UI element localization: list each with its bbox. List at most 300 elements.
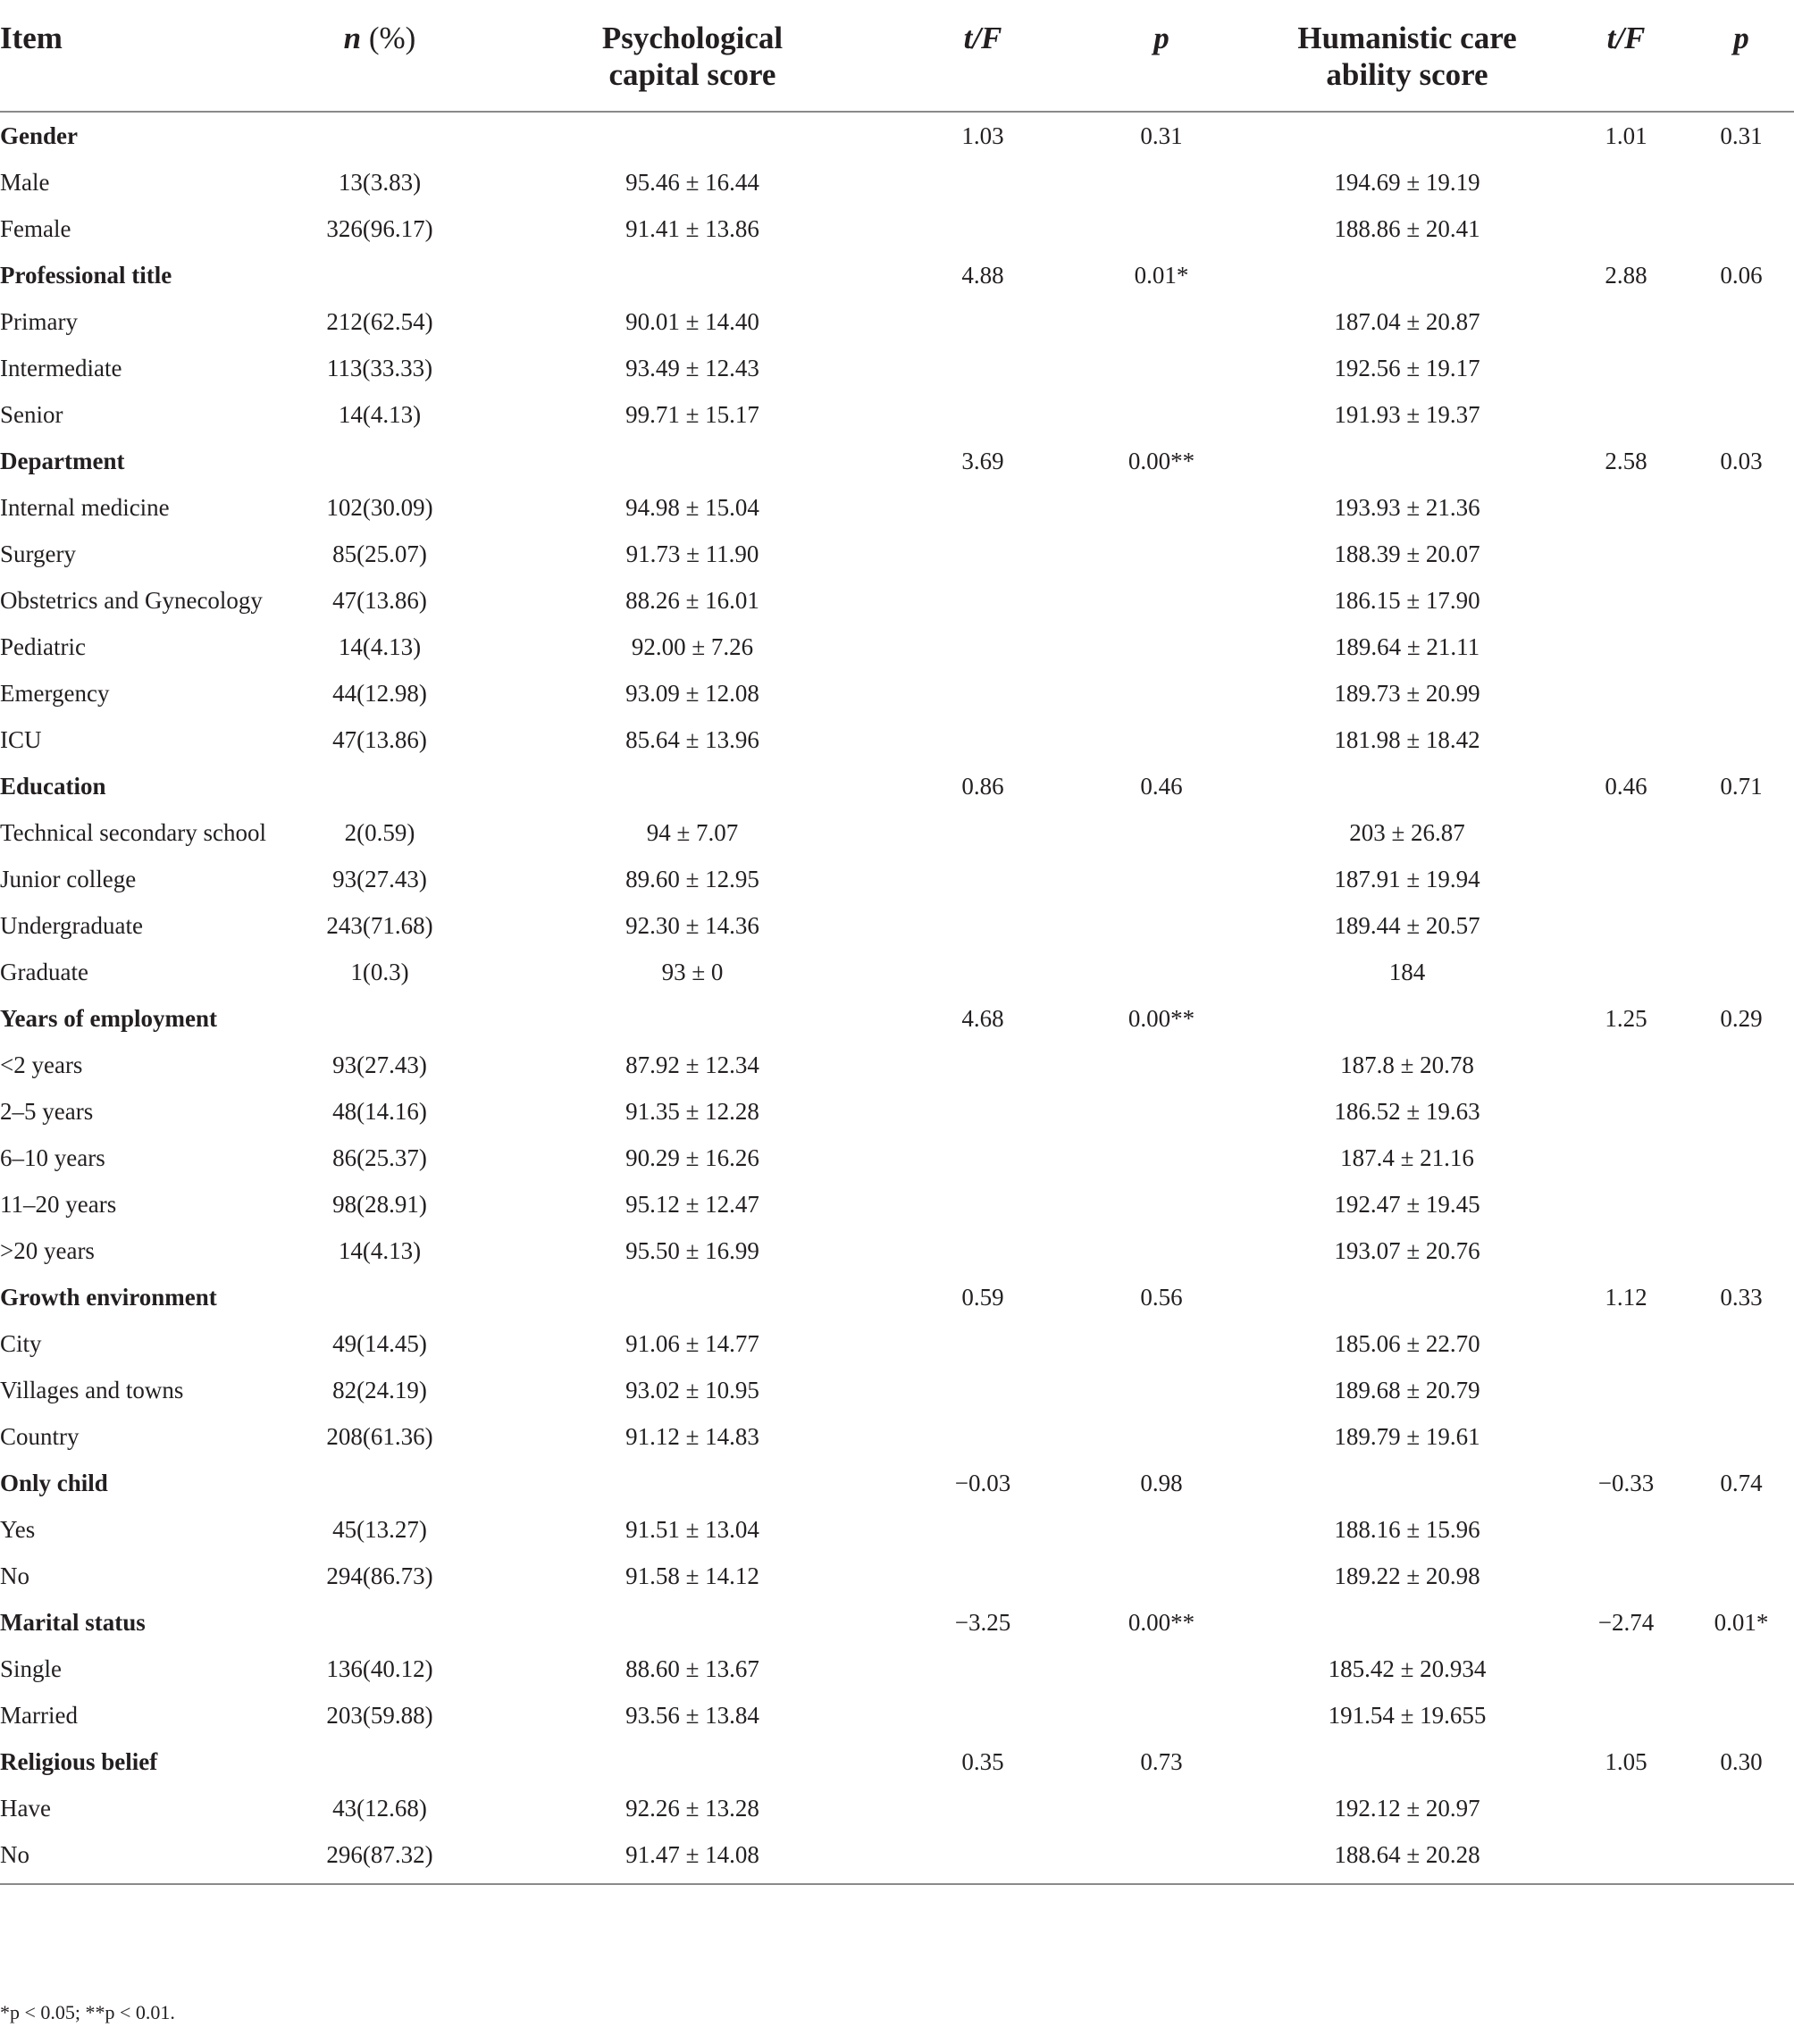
cell-n-percent <box>268 252 491 298</box>
cell-tf-1 <box>893 856 1072 902</box>
cell-n-percent: 49(14.45) <box>332 1330 427 1357</box>
cell-p-2 <box>1689 1320 1794 1367</box>
cell-tf-1 <box>893 1088 1072 1135</box>
cell-psychological-capital: 95.12 ± 12.47 <box>625 1191 759 1218</box>
cell-n-percent: 14(4.13) <box>338 1237 422 1264</box>
cell-n-percent: 296(87.32) <box>268 1831 491 1884</box>
cell-n-percent <box>268 763 491 809</box>
table-row <box>0 624 1794 670</box>
cell-n-percent: 14(4.13) <box>338 401 422 428</box>
cell-item: Only child <box>0 1470 108 1496</box>
cell-tf-1 <box>893 1553 1072 1599</box>
table-row <box>0 949 1794 995</box>
cell-p-1 <box>1072 716 1251 763</box>
cell-p-2 <box>1689 1831 1794 1884</box>
cell-item: Undergraduate <box>0 912 143 939</box>
cell-item: 11–20 years <box>0 1191 117 1218</box>
cell-p-1 <box>1072 624 1251 670</box>
cell-psychological-capital: 88.26 ± 16.01 <box>625 587 759 614</box>
cell-tf-2 <box>1563 670 1689 716</box>
cell-item: City <box>0 1330 42 1357</box>
cell-p-1 <box>1072 345 1251 391</box>
cell-tf-2: 2.58 <box>1605 448 1647 474</box>
cell-n-percent: 1(0.3) <box>350 959 409 985</box>
cell-tf-2 <box>1563 902 1689 949</box>
cell-psychological-capital: 94 ± 7.07 <box>646 819 739 846</box>
cell-psychological-capital: 99.71 ± 15.17 <box>625 401 759 428</box>
cell-n-percent <box>268 1460 491 1506</box>
cell-p-2 <box>1689 391 1794 438</box>
cell-p-2 <box>1689 670 1794 716</box>
cell-tf-1: 4.88 <box>961 262 1004 289</box>
cell-n-percent: 98(28.91) <box>332 1191 427 1218</box>
cell-item: Years of employment <box>0 1005 217 1032</box>
cell-p-1: 0.01* <box>1134 262 1189 289</box>
cell-tf-1: 0.59 <box>961 1284 1004 1311</box>
cell-psychological-capital: 91.73 ± 11.90 <box>625 540 759 567</box>
cell-humanistic-care: 191.54 ± 19.655 <box>1328 1702 1487 1729</box>
cell-n-percent: 82(24.19) <box>332 1377 427 1403</box>
cell-tf-2 <box>1563 531 1689 577</box>
cell-humanistic-care: 203 ± 26.87 <box>1349 819 1465 846</box>
table-row <box>0 809 1794 856</box>
cell-item: Pediatric <box>0 633 86 660</box>
cell-p-1: 0.98 <box>1140 1470 1183 1496</box>
cell-tf-1 <box>893 159 1072 205</box>
cell-n-percent: 85(25.07) <box>332 540 427 567</box>
cell-item: Internal medicine <box>0 494 170 521</box>
cell-tf-1 <box>893 1646 1072 1692</box>
cell-psychological-capital <box>491 1460 893 1506</box>
cell-item: No <box>0 1562 29 1589</box>
cell-tf-2: 1.05 <box>1605 1748 1647 1775</box>
cell-n-percent <box>268 1738 491 1785</box>
table-row <box>0 1413 1794 1460</box>
group-row <box>0 438 1794 484</box>
cell-p-2 <box>1689 949 1794 995</box>
cell-p-2 <box>1689 205 1794 252</box>
cell-n-percent: 48(14.16) <box>332 1098 427 1125</box>
cell-tf-2 <box>1563 1320 1689 1367</box>
header-humanistic-care: Humanistic care ability score <box>1251 0 1563 112</box>
header-n-percent: n (%) <box>268 0 491 112</box>
table-row <box>0 159 1794 205</box>
cell-p-1: 0.31 <box>1140 122 1183 149</box>
cell-item: Intermediate <box>0 355 122 381</box>
cell-tf-1 <box>893 1692 1072 1738</box>
cell-p-1 <box>1072 1646 1251 1692</box>
cell-p-2 <box>1689 1135 1794 1181</box>
cell-item: Have <box>0 1795 51 1822</box>
cell-tf-1 <box>893 1785 1072 1831</box>
cell-p-1 <box>1072 298 1251 345</box>
cell-humanistic-care <box>1251 1460 1563 1506</box>
cell-humanistic-care <box>1251 995 1563 1042</box>
table-row <box>0 1042 1794 1088</box>
cell-humanistic-care <box>1251 252 1563 298</box>
cell-humanistic-care: 192.47 ± 19.45 <box>1334 1191 1480 1218</box>
header-p-1: p <box>1072 0 1251 112</box>
cell-psychological-capital: 90.01 ± 14.40 <box>625 308 759 335</box>
cell-humanistic-care: 192.56 ± 19.17 <box>1334 355 1480 381</box>
table-row <box>0 1135 1794 1181</box>
cell-tf-1 <box>893 391 1072 438</box>
cell-psychological-capital: 91.51 ± 13.04 <box>625 1516 759 1543</box>
cell-n-percent <box>268 1599 491 1646</box>
cell-psychological-capital: 91.35 ± 12.28 <box>625 1098 759 1125</box>
table-row <box>0 1646 1794 1692</box>
table-row <box>0 1553 1794 1599</box>
cell-humanistic-care: 189.79 ± 19.61 <box>1334 1423 1480 1450</box>
cell-item: Single <box>0 1655 63 1682</box>
cell-n-percent: 86(25.37) <box>332 1144 427 1171</box>
cell-p-2 <box>1689 624 1794 670</box>
cell-p-1 <box>1072 856 1251 902</box>
cell-psychological-capital: 93.02 ± 10.95 <box>625 1377 759 1403</box>
cell-tf-2 <box>1563 1227 1689 1274</box>
cell-item: Technical secondary school <box>0 819 266 846</box>
cell-tf-2 <box>1563 1367 1689 1413</box>
cell-p-2: 0.06 <box>1720 262 1763 289</box>
cell-p-1 <box>1072 159 1251 205</box>
cell-humanistic-care: 193.93 ± 21.36 <box>1334 494 1480 521</box>
cell-item: Married <box>0 1702 78 1729</box>
cell-psychological-capital <box>491 1599 893 1646</box>
cell-humanistic-care <box>1251 438 1563 484</box>
cell-p-1 <box>1072 484 1251 531</box>
cell-item: Senior <box>0 401 63 428</box>
header-item: Item <box>0 0 268 112</box>
cell-tf-2 <box>1563 716 1689 763</box>
cell-n-percent: 93(27.43) <box>332 1051 427 1078</box>
cell-psychological-capital: 92.26 ± 13.28 <box>625 1795 759 1822</box>
cell-p-2: 0.74 <box>1720 1470 1763 1496</box>
cell-tf-2 <box>1563 484 1689 531</box>
table-row <box>0 484 1794 531</box>
cell-tf-1: 4.68 <box>961 1005 1004 1032</box>
cell-tf-2: 1.01 <box>1605 122 1647 149</box>
cell-p-1: 0.56 <box>1140 1284 1183 1311</box>
cell-p-2 <box>1689 902 1794 949</box>
cell-p-2 <box>1689 1646 1794 1692</box>
cell-p-2 <box>1689 1785 1794 1831</box>
cell-psychological-capital: 91.06 ± 14.77 <box>625 1330 759 1357</box>
cell-tf-1 <box>893 484 1072 531</box>
cell-p-2: 0.31 <box>1720 122 1763 149</box>
cell-psychological-capital: 85.64 ± 13.96 <box>625 726 759 753</box>
cell-psychological-capital: 87.92 ± 12.34 <box>625 1051 759 1078</box>
cell-psychological-capital <box>491 763 893 809</box>
cell-p-1 <box>1072 1367 1251 1413</box>
cell-p-2 <box>1689 1227 1794 1274</box>
cell-psychological-capital: 89.60 ± 12.95 <box>625 866 759 892</box>
cell-item: Country <box>0 1423 80 1450</box>
table-body <box>0 112 1794 1884</box>
cell-psychological-capital: 94.98 ± 15.04 <box>625 494 759 521</box>
group-row <box>0 112 1794 159</box>
cell-item: Villages and towns <box>0 1377 184 1403</box>
cell-tf-2 <box>1563 391 1689 438</box>
cell-n-percent: 113(33.33) <box>326 355 433 381</box>
cell-tf-1 <box>893 205 1072 252</box>
cell-tf-2 <box>1563 949 1689 995</box>
cell-humanistic-care: 189.44 ± 20.57 <box>1334 912 1480 939</box>
cell-psychological-capital: 92.00 ± 7.26 <box>631 633 754 660</box>
cell-tf-2 <box>1563 1042 1689 1088</box>
table-row <box>0 531 1794 577</box>
group-row <box>0 995 1794 1042</box>
cell-psychological-capital: 93.49 ± 12.43 <box>625 355 759 381</box>
cell-psychological-capital <box>491 1738 893 1785</box>
group-row <box>0 1274 1794 1320</box>
table-row <box>0 1367 1794 1413</box>
table-row <box>0 345 1794 391</box>
cell-p-2 <box>1689 531 1794 577</box>
cell-tf-1 <box>893 1181 1072 1227</box>
cell-p-1 <box>1072 391 1251 438</box>
table-row <box>0 577 1794 624</box>
table-row <box>0 856 1794 902</box>
cell-p-1 <box>1072 1042 1251 1088</box>
cell-n-percent: 208(61.36) <box>326 1423 433 1450</box>
group-row <box>0 1738 1794 1785</box>
cell-humanistic-care <box>1251 1599 1563 1646</box>
cell-n-percent: 45(13.27) <box>332 1516 427 1543</box>
cell-tf-1 <box>893 1367 1072 1413</box>
cell-tf-2 <box>1563 1692 1689 1738</box>
cell-tf-1 <box>893 577 1072 624</box>
table-row <box>0 1785 1794 1831</box>
cell-p-2 <box>1689 159 1794 205</box>
cell-p-2 <box>1689 577 1794 624</box>
cell-n-percent: 102(30.09) <box>326 494 433 521</box>
table-row <box>0 298 1794 345</box>
cell-psychological-capital: 91.58 ± 14.12 <box>625 1562 759 1589</box>
cell-p-1 <box>1072 1227 1251 1274</box>
cell-tf-2: 1.12 <box>1605 1284 1647 1311</box>
cell-humanistic-care: 191.93 ± 19.37 <box>1334 401 1480 428</box>
cell-n-percent: 294(86.73) <box>326 1562 433 1589</box>
group-row <box>0 763 1794 809</box>
cell-item: Gender <box>0 122 78 149</box>
cell-psychological-capital: 88.60 ± 13.67 <box>625 1655 759 1682</box>
cell-tf-1 <box>893 1227 1072 1274</box>
cell-tf-1: 3.69 <box>961 448 1004 474</box>
table-row <box>0 902 1794 949</box>
header-tf-1: t/F <box>893 0 1072 112</box>
cell-tf-1 <box>893 624 1072 670</box>
cell-p-2 <box>1689 856 1794 902</box>
cell-n-percent: 13(3.83) <box>338 169 422 196</box>
cell-item: Growth environment <box>0 1284 217 1311</box>
cell-p-1 <box>1072 531 1251 577</box>
cell-tf-2 <box>1563 1831 1689 1884</box>
cell-humanistic-care: 189.68 ± 20.79 <box>1334 1377 1480 1403</box>
cell-p-2 <box>1689 484 1794 531</box>
cell-item: Department <box>0 448 125 474</box>
cell-item: No <box>0 1831 268 1884</box>
cell-humanistic-care: 185.42 ± 20.934 <box>1328 1655 1487 1682</box>
cell-tf-2 <box>1563 856 1689 902</box>
cell-item: Graduate <box>0 959 88 985</box>
cell-tf-2 <box>1563 624 1689 670</box>
cell-item: 2–5 years <box>0 1098 94 1125</box>
cell-tf-1: 1.03 <box>961 122 1004 149</box>
cell-item: ICU <box>0 726 42 753</box>
table-row <box>0 391 1794 438</box>
cell-tf-2 <box>1563 1135 1689 1181</box>
cell-tf-1 <box>893 1506 1072 1553</box>
cell-psychological-capital: 95.46 ± 16.44 <box>625 169 759 196</box>
table-row <box>0 716 1794 763</box>
cell-tf-1: 0.86 <box>961 773 1004 800</box>
cell-n-percent: 14(4.13) <box>338 633 422 660</box>
table-row <box>0 1831 1794 1884</box>
cell-p-2: 0.30 <box>1720 1748 1763 1775</box>
cell-p-1 <box>1072 1692 1251 1738</box>
cell-psychological-capital: 91.47 ± 14.08 <box>491 1831 893 1884</box>
cell-n-percent <box>268 112 491 159</box>
table-footnote: *p < 0.05; **p < 0.01. <box>0 2001 175 2023</box>
cell-p-2: 0.01* <box>1714 1609 1769 1636</box>
cell-humanistic-care: 192.12 ± 20.97 <box>1334 1795 1480 1822</box>
cell-item: Primary <box>0 308 78 335</box>
cell-humanistic-care: 188.86 ± 20.41 <box>1334 215 1480 242</box>
cell-p-2: 0.03 <box>1720 448 1763 474</box>
cell-humanistic-care: 187.91 ± 19.94 <box>1334 866 1480 892</box>
cell-humanistic-care: 187.8 ± 20.78 <box>1340 1051 1474 1078</box>
cell-p-1 <box>1072 1413 1251 1460</box>
cell-p-2 <box>1689 716 1794 763</box>
cell-item: Education <box>0 773 106 800</box>
cell-n-percent <box>268 438 491 484</box>
cell-psychological-capital: 93.09 ± 12.08 <box>625 680 759 707</box>
cell-humanistic-care: 187.4 ± 21.16 <box>1340 1144 1474 1171</box>
cell-p-1 <box>1072 1506 1251 1553</box>
cell-p-1 <box>1072 205 1251 252</box>
cell-p-2 <box>1689 1367 1794 1413</box>
cell-tf-2 <box>1563 809 1689 856</box>
cell-humanistic-care: 184 <box>1388 959 1426 985</box>
cell-humanistic-care: 189.22 ± 20.98 <box>1334 1562 1480 1589</box>
cell-p-1 <box>1072 949 1251 995</box>
cell-p-1: 0.73 <box>1140 1748 1183 1775</box>
cell-humanistic-care: 185.06 ± 22.70 <box>1334 1330 1480 1357</box>
header-p-2: p <box>1689 0 1794 112</box>
cell-psychological-capital <box>491 252 893 298</box>
cell-tf-1 <box>893 670 1072 716</box>
table-row <box>0 1320 1794 1367</box>
cell-psychological-capital: 90.29 ± 16.26 <box>625 1144 759 1171</box>
cell-n-percent: 43(12.68) <box>332 1795 427 1822</box>
table-row <box>0 1506 1794 1553</box>
group-row <box>0 252 1794 298</box>
cell-tf-1 <box>893 809 1072 856</box>
cell-p-1 <box>1072 1088 1251 1135</box>
cell-n-percent: 47(13.86) <box>332 726 427 753</box>
cell-p-2 <box>1689 1553 1794 1599</box>
cell-humanistic-care: 186.15 ± 17.90 <box>1334 587 1480 614</box>
table-row <box>0 205 1794 252</box>
table-row <box>0 1692 1794 1738</box>
cell-n-percent: 47(13.86) <box>332 587 427 614</box>
cell-n-percent <box>268 995 491 1042</box>
cell-tf-1 <box>893 1135 1072 1181</box>
cell-humanistic-care <box>1251 1738 1563 1785</box>
cell-psychological-capital <box>491 995 893 1042</box>
cell-humanistic-care: 193.07 ± 20.76 <box>1334 1237 1480 1264</box>
cell-p-2 <box>1689 1088 1794 1135</box>
group-row <box>0 1460 1794 1506</box>
cell-tf-2: 2.88 <box>1605 262 1647 289</box>
cell-tf-2 <box>1563 1413 1689 1460</box>
cell-p-1: 0.00** <box>1128 448 1195 474</box>
cell-tf-1 <box>893 1042 1072 1088</box>
cell-p-2 <box>1689 1181 1794 1227</box>
cell-p-2: 0.29 <box>1720 1005 1763 1032</box>
cell-p-1 <box>1072 670 1251 716</box>
cell-tf-1 <box>893 1413 1072 1460</box>
cell-p-2 <box>1689 1692 1794 1738</box>
cell-tf-1 <box>893 902 1072 949</box>
cell-psychological-capital: 93 ± 0 <box>661 959 724 985</box>
cell-tf-2 <box>1563 345 1689 391</box>
cell-item: Religious belief <box>0 1748 158 1775</box>
cell-tf-1 <box>893 1320 1072 1367</box>
cell-n-percent <box>268 1274 491 1320</box>
cell-p-1: 0.46 <box>1140 773 1183 800</box>
cell-tf-2 <box>1563 1088 1689 1135</box>
cell-item: Yes <box>0 1516 36 1543</box>
cell-psychological-capital: 95.50 ± 16.99 <box>625 1237 759 1264</box>
header-tf-2: t/F <box>1563 0 1689 112</box>
cell-p-2 <box>1689 345 1794 391</box>
cell-tf-1 <box>893 949 1072 995</box>
cell-humanistic-care: 189.64 ± 21.11 <box>1334 633 1480 660</box>
cell-p-1 <box>1072 1181 1251 1227</box>
cell-p-1 <box>1072 1785 1251 1831</box>
cell-p-2 <box>1689 809 1794 856</box>
cell-humanistic-care: 188.64 ± 20.28 <box>1251 1831 1563 1884</box>
cell-n-percent: 44(12.98) <box>332 680 427 707</box>
cell-item: Obstetrics and Gynecology <box>0 587 263 614</box>
cell-n-percent: 2(0.59) <box>344 819 415 846</box>
cell-humanistic-care: 181.98 ± 18.42 <box>1334 726 1480 753</box>
cell-item: Emergency <box>0 680 110 707</box>
cell-humanistic-care: 188.16 ± 15.96 <box>1334 1516 1480 1543</box>
cell-n-percent: 203(59.88) <box>326 1702 433 1729</box>
cell-tf-1: −0.03 <box>954 1470 1011 1496</box>
cell-psychological-capital: 93.56 ± 13.84 <box>625 1702 759 1729</box>
cell-p-2 <box>1689 1413 1794 1460</box>
cell-tf-2: −0.33 <box>1597 1470 1655 1496</box>
cell-p-2 <box>1689 1042 1794 1088</box>
cell-p-1: 0.00** <box>1128 1005 1195 1032</box>
cell-tf-2 <box>1563 1506 1689 1553</box>
cell-tf-2 <box>1563 205 1689 252</box>
cell-tf-2 <box>1563 1553 1689 1599</box>
cell-item: >20 years <box>0 1237 95 1264</box>
cell-item: Professional title <box>0 262 172 289</box>
table-row <box>0 1227 1794 1274</box>
cell-p-2 <box>1689 298 1794 345</box>
cell-tf-1 <box>893 1831 1072 1884</box>
cell-item: Female <box>0 215 71 242</box>
cell-psychological-capital <box>491 1274 893 1320</box>
cell-tf-2 <box>1563 1646 1689 1692</box>
cell-humanistic-care <box>1251 763 1563 809</box>
cell-humanistic-care <box>1251 1274 1563 1320</box>
